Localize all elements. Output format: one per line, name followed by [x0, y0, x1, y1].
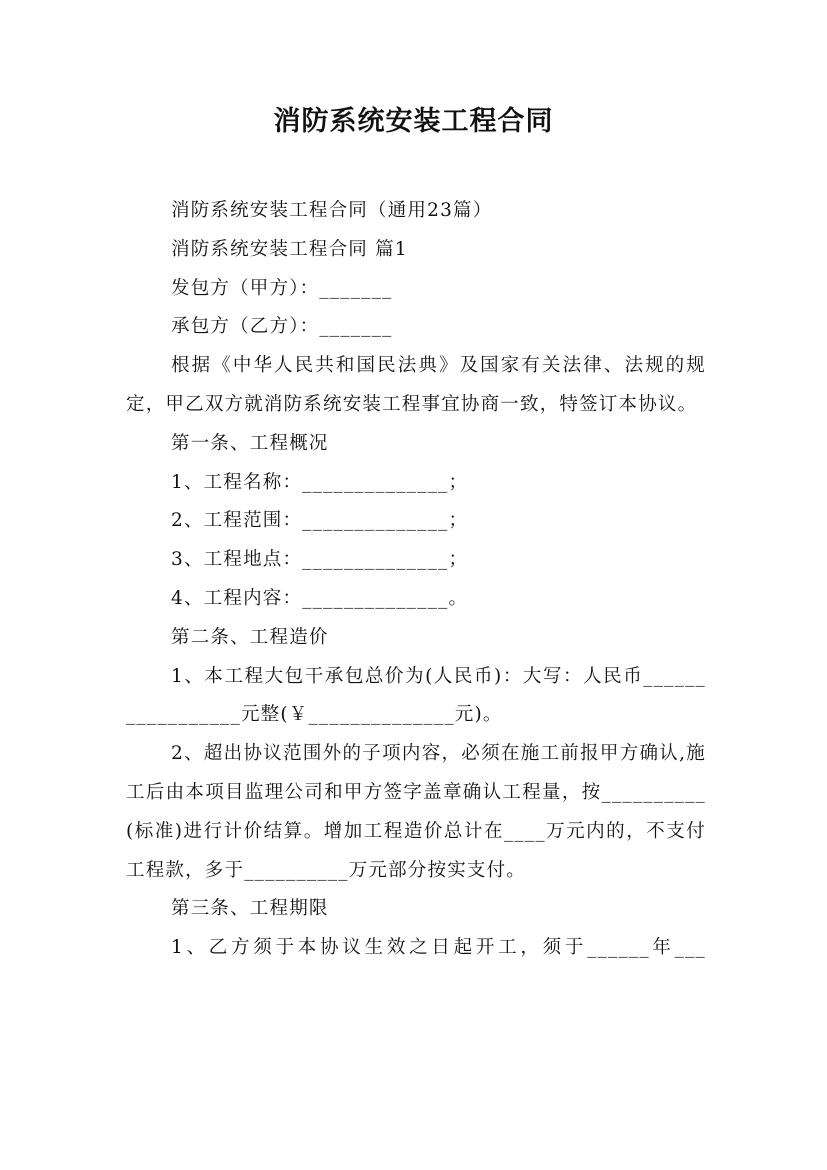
- paragraph-project-content: 4、工程内容：______________。: [171, 587, 469, 609]
- paragraph-project-location: 3、工程地点：______________；: [171, 549, 469, 571]
- document-title: 消防系统安装工程合同: [273, 106, 554, 137]
- paragraph-project-name: 1、工程名称：______________；: [171, 471, 469, 493]
- paragraph-preamble: 根据《中华人民共和国民法典》及国家有关法律、法规的规定，甲乙双方就消防系统安装工程事宜协商一致，特签订本协议。: [126, 355, 706, 415]
- paragraph-subtitle: 消防系统安装工程合同（通用23篇）: [171, 200, 493, 221]
- paragraph-total-price: 1、本工程大包干承包总价为(人民币)：大写：人民币_________________元整(￥______________元)。: [126, 665, 706, 726]
- paragraph-article-1-heading: 第一条、工程概况: [171, 432, 329, 454]
- paragraph-article-2-heading: 第二条、工程造价: [171, 626, 329, 648]
- paragraph-extra-items: 2、超出协议范围外的子项内容，必须在施工前报甲方确认,施工后由本项目监理公司和甲方签字盖章确认工程量，按__________(标准)进行计价结算。增加工程造价总计在____万元内的，不支付工程款，多于__________万元部分按实支付。: [126, 743, 706, 881]
- document-body: [126, 192, 706, 968]
- paragraph-party-b: 承包方（乙方）：_______: [171, 316, 393, 338]
- paragraph-party-a: 发包方（甲方）：_______: [171, 277, 393, 299]
- paragraph-article-3-heading: 第三条、工程期限: [171, 898, 329, 920]
- paragraph-project-scope: 2、工程范围：______________；: [171, 510, 469, 532]
- paragraph-construction-start: 1、乙方须于本协议生效之日起开工，须于______年___: [171, 937, 706, 959]
- paragraph-section-heading: 消防系统安装工程合同 篇1: [171, 238, 408, 260]
